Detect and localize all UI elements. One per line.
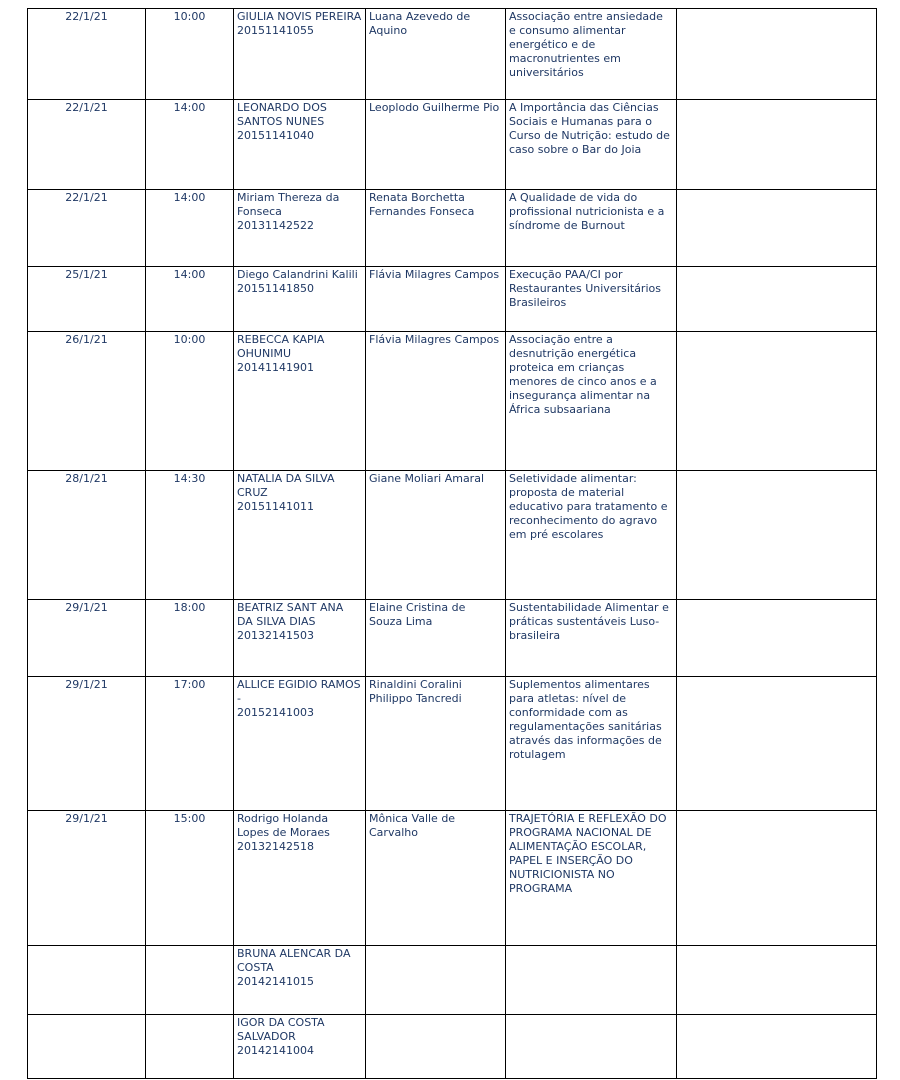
table-row <box>28 677 877 811</box>
table-row <box>28 600 877 677</box>
cell-student <box>234 332 366 471</box>
cell-date: 29/1/21 <box>28 811 146 946</box>
student-id: 20142141015 <box>237 975 314 988</box>
student-name: Rodrigo Holanda Lopes de Moraes <box>237 812 330 839</box>
cell-advisor <box>366 946 506 1015</box>
cell-time: 14:00 <box>146 100 234 190</box>
cell-advisor: Renata Borchetta Fernandes Fonseca <box>366 190 506 267</box>
cell-advisor: Elaine Cristina de Souza Lima <box>366 600 506 677</box>
cell-date: 22/1/21 <box>28 9 146 100</box>
cell-thesis-title: A Qualidade de vida do profissional nutricionista e a síndrome de Burnout <box>506 190 677 267</box>
student-name: BEATRIZ SANT ANA DA SILVA DIAS <box>237 601 344 628</box>
cell-time: 17:00 <box>146 677 234 811</box>
student-id: 20151141011 <box>237 500 314 513</box>
cell-thesis-title: Execução PAA/CI por Restaurantes Universitários Brasileiros <box>506 267 677 332</box>
student-name: REBECCA KAPIA OHUNIMU <box>237 333 325 360</box>
cell-thesis-title: Seletividade alimentar: proposta de material educativo para tratamento e reconhecimento do agravo em pré escolares <box>506 471 677 600</box>
cell-time: 18:00 <box>146 600 234 677</box>
student-id: 20141141901 <box>237 361 314 374</box>
cell-thesis-title: Suplementos alimentares para atletas: nível de conformidade com as regulamentações sanitárias através das informações de rotulagem <box>506 677 677 811</box>
student-id: 20151141850 <box>237 282 314 295</box>
cell-student <box>234 600 366 677</box>
cell-student <box>234 946 366 1015</box>
table-row <box>28 267 877 332</box>
cell-date: 25/1/21 <box>28 267 146 332</box>
cell-notes <box>677 190 877 267</box>
cell-notes <box>677 946 877 1015</box>
student-name: LEONARDO DOS SANTOS NUNES <box>237 101 327 128</box>
cell-thesis-title: Sustentabilidade Alimentar e práticas sustentáveis Luso-brasileira <box>506 600 677 677</box>
student-id: 20151141040 <box>237 129 314 142</box>
cell-time: 14:30 <box>146 471 234 600</box>
table-row <box>28 946 877 1015</box>
cell-advisor <box>366 1015 506 1079</box>
cell-advisor: Mônica Valle de Carvalho <box>366 811 506 946</box>
cell-notes <box>677 100 877 190</box>
student-name: IGOR DA COSTA SALVADOR <box>237 1016 325 1043</box>
student-id: 20131142522 <box>237 219 314 232</box>
cell-notes <box>677 9 877 100</box>
student-id: 20142141004 <box>237 1044 314 1057</box>
cell-time: 14:00 <box>146 267 234 332</box>
cell-student <box>234 267 366 332</box>
cell-thesis-title <box>506 1015 677 1079</box>
cell-student <box>234 9 366 100</box>
student-id: 20152141003 <box>237 706 314 719</box>
student-name: NATALIA DA SILVA CRUZ <box>237 472 335 499</box>
table-row <box>28 1015 877 1079</box>
cell-thesis-title <box>506 946 677 1015</box>
cell-thesis-title: Associação entre ansiedade e consumo alimentar energético e de macronutrientes em universitários <box>506 9 677 100</box>
cell-date: 22/1/21 <box>28 100 146 190</box>
cell-time: 15:00 <box>146 811 234 946</box>
cell-date <box>28 1015 146 1079</box>
cell-time: 10:00 <box>146 332 234 471</box>
cell-date: 26/1/21 <box>28 332 146 471</box>
cell-advisor: Leoplodo Guilherme Pio <box>366 100 506 190</box>
student-name: BRUNA ALENCAR DA COSTA <box>237 947 351 974</box>
cell-date: 22/1/21 <box>28 190 146 267</box>
cell-student <box>234 190 366 267</box>
cell-thesis-title: TRAJETÓRIA E REFLEXÃO DO PROGRAMA NACIONAL DE ALIMENTAÇÃO ESCOLAR, PAPEL E INSERÇÃO DO NUTRICIONISTA NO PROGRAMA <box>506 811 677 946</box>
student-name: ALLICE EGIDIO RAMOS - <box>237 678 361 705</box>
cell-student <box>234 1015 366 1079</box>
cell-notes <box>677 600 877 677</box>
cell-time <box>146 1015 234 1079</box>
cell-advisor: Flávia Milagres Campos <box>366 267 506 332</box>
table-row <box>28 190 877 267</box>
student-id: 20151141055 <box>237 24 314 37</box>
student-id: 20132142518 <box>237 840 314 853</box>
cell-time: 14:00 <box>146 190 234 267</box>
table-row <box>28 100 877 190</box>
cell-student <box>234 471 366 600</box>
cell-student <box>234 100 366 190</box>
cell-date <box>28 946 146 1015</box>
cell-notes <box>677 1015 877 1079</box>
table-row <box>28 332 877 471</box>
cell-advisor: Giane Moliari Amaral <box>366 471 506 600</box>
student-name: Diego Calandrini Kalili <box>237 268 358 281</box>
cell-advisor: Flávia Milagres Campos <box>366 332 506 471</box>
defense-schedule-table <box>27 8 877 1079</box>
table-row <box>28 811 877 946</box>
cell-date: 29/1/21 <box>28 600 146 677</box>
cell-notes <box>677 332 877 471</box>
table-row <box>28 471 877 600</box>
cell-time <box>146 946 234 1015</box>
cell-student <box>234 677 366 811</box>
cell-advisor: Rinaldini Coralini Philippo Tancredi <box>366 677 506 811</box>
student-name: Miriam Thereza da Fonseca <box>237 191 340 218</box>
cell-date: 28/1/21 <box>28 471 146 600</box>
student-name: GIULIA NOVIS PEREIRA <box>237 10 362 23</box>
cell-student <box>234 811 366 946</box>
cell-advisor: Luana Azevedo de Aquino <box>366 9 506 100</box>
cell-notes <box>677 267 877 332</box>
cell-notes <box>677 811 877 946</box>
student-id: 20132141503 <box>237 629 314 642</box>
cell-notes <box>677 677 877 811</box>
table-row <box>28 9 877 100</box>
cell-thesis-title: Associação entre a desnutrição energética proteica em crianças menores de cinco anos e a insegurança alimentar na África subsaariana <box>506 332 677 471</box>
cell-thesis-title: A Importância das Ciências Sociais e Humanas para o Curso de Nutrição: estudo de caso sobre o Bar do Joia <box>506 100 677 190</box>
cell-time: 10:00 <box>146 9 234 100</box>
cell-date: 29/1/21 <box>28 677 146 811</box>
cell-notes <box>677 471 877 600</box>
